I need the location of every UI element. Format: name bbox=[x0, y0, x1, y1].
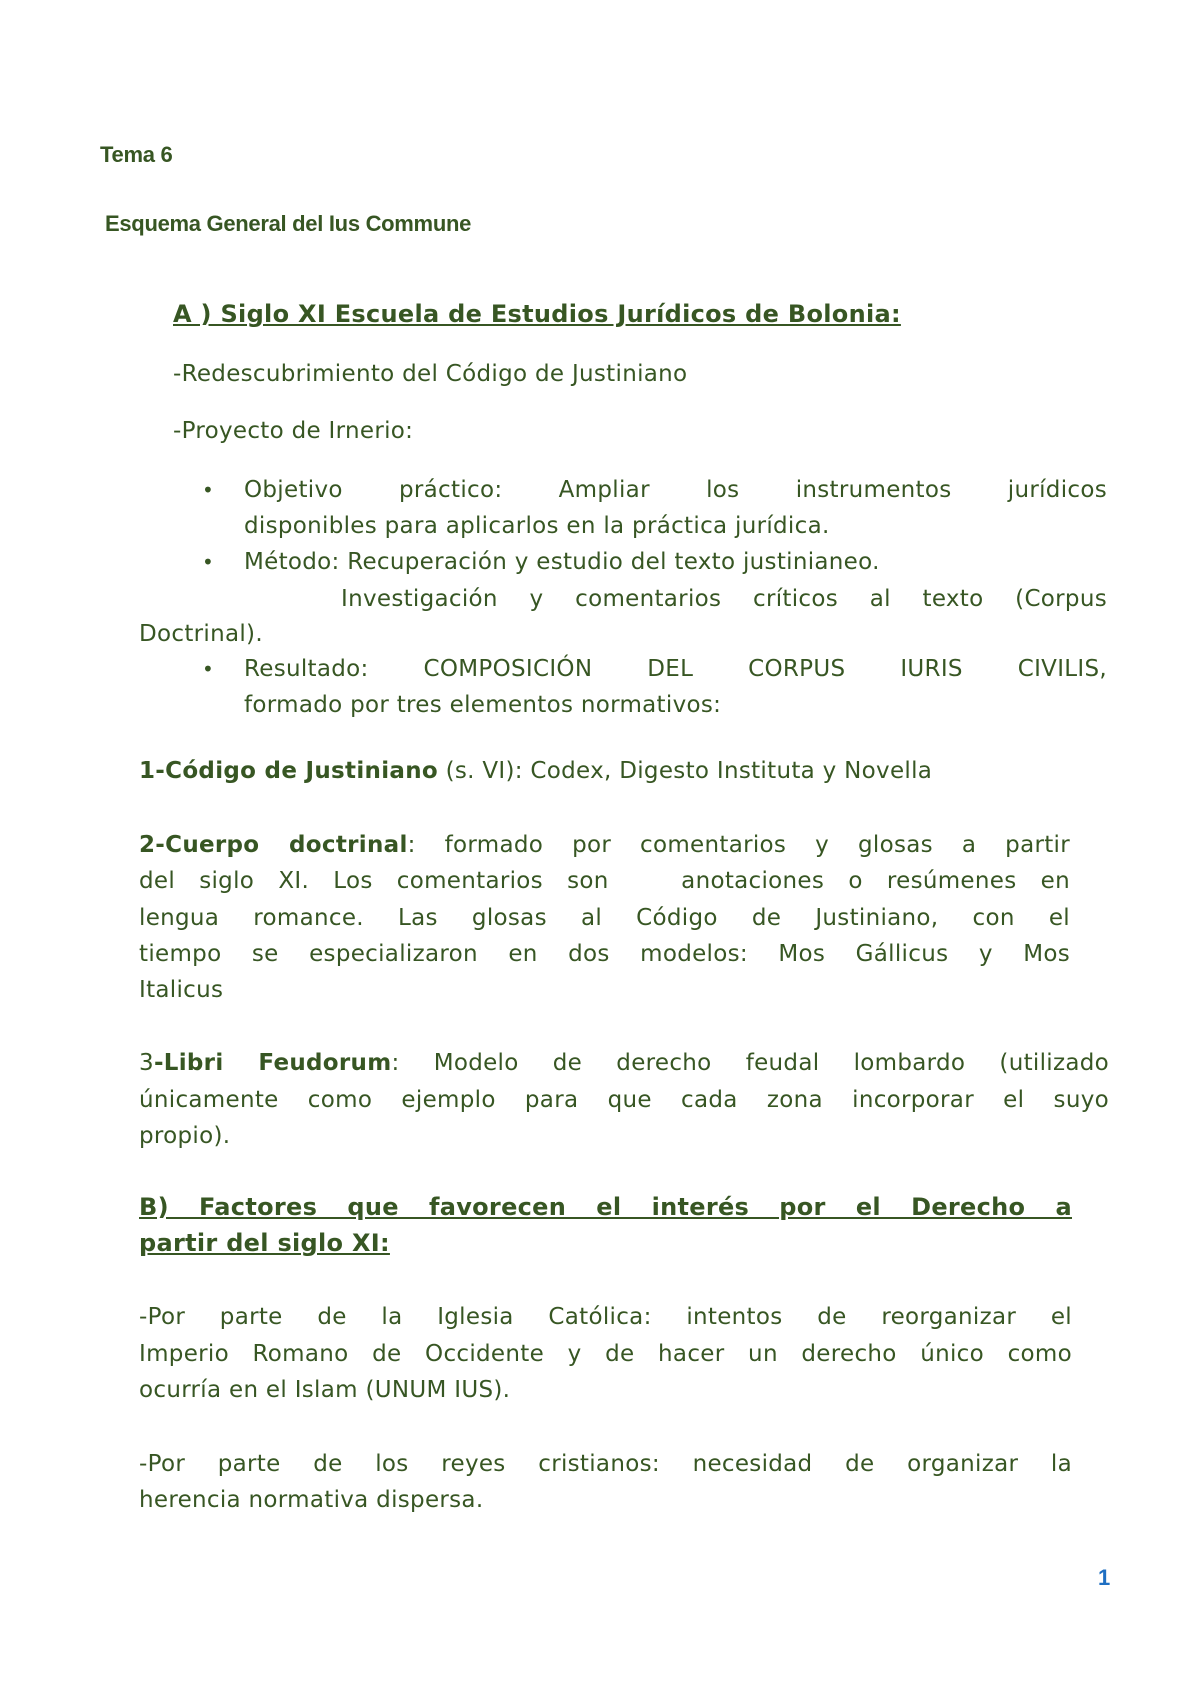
element-text: : Modelo de derecho feudal lombardo (utilizado bbox=[391, 1050, 1109, 1076]
element-title: -Libri Feudorum bbox=[153, 1050, 392, 1076]
factor-iglesia-l2: Imperio Romano de Occidente y de hacer un derecho único como bbox=[139, 1341, 1072, 1367]
document-subtitle: Esquema General del Ius Commune bbox=[105, 211, 472, 236]
page-number: 1 bbox=[1098, 1565, 1111, 1590]
bullet-icon: • bbox=[202, 478, 214, 502]
element-text: : formado por comentarios y glosas a partir bbox=[407, 832, 1070, 858]
element-title: 2-Cuerpo doctrinal bbox=[139, 832, 408, 858]
item-proyecto: -Proyecto de Irnerio: bbox=[173, 418, 414, 444]
element-text: (s. VI): Codex, Digesto Instituta y Novella bbox=[437, 758, 933, 784]
topic-number: Tema 6 bbox=[100, 142, 173, 167]
section-b-heading-cont: partir del siglo XI: bbox=[139, 1229, 390, 1257]
element-codigo bbox=[139, 753, 932, 789]
bullet-resultado-cont: formado por tres elementos normativos: bbox=[244, 692, 722, 718]
bullet-icon: • bbox=[202, 550, 214, 574]
bullet-resultado: Resultado: COMPOSICIÓN DEL CORPUS IURIS CIVILIS, bbox=[244, 656, 1107, 682]
element-libri-l2: únicamente como ejemplo para que cada zona incorporar el suyo bbox=[139, 1087, 1109, 1113]
bullet-icon: • bbox=[202, 657, 214, 681]
element-cuerpo-l4: tiempo se especializaron en dos modelos: Mos Gállicus y Mos bbox=[139, 941, 1070, 967]
section-a-heading: A ) Siglo XI Escuela de Estudios Jurídicos de Bolonia: bbox=[173, 300, 901, 328]
bullet-objetivo-cont: disponibles para aplicarlos en la práctica jurídica. bbox=[244, 513, 830, 539]
factor-iglesia: -Por parte de la Iglesia Católica: intentos de reorganizar el bbox=[139, 1304, 1072, 1330]
element-cuerpo bbox=[139, 827, 1070, 863]
bullet-objetivo: Objetivo práctico: Ampliar los instrumentos jurídicos bbox=[244, 477, 1107, 503]
element-number: 3 bbox=[139, 1050, 154, 1076]
element-cuerpo-l2: del siglo XI. Los comentarios son anotaciones o resúmenes en bbox=[139, 868, 1070, 894]
element-cuerpo-l5: Italicus bbox=[139, 977, 224, 1003]
bullet-metodo: Método: Recuperación y estudio del texto justinianeo. bbox=[244, 549, 880, 575]
element-libri-l3: propio). bbox=[139, 1123, 231, 1149]
bullet-metodo-cont: Investigación y comentarios críticos al texto (Corpus bbox=[341, 586, 1107, 612]
item-redescubrimiento: -Redescubrimiento del Código de Justiniano bbox=[173, 361, 688, 387]
factor-iglesia-l3: ocurría en el Islam (UNUM IUS). bbox=[139, 1377, 511, 1403]
element-title: 1-Código de Justiniano bbox=[139, 758, 438, 784]
bullet-metodo-cont2: Doctrinal). bbox=[139, 621, 263, 647]
factor-reyes: -Por parte de los reyes cristianos: necesidad de organizar la bbox=[139, 1451, 1072, 1477]
section-b-heading: B) Factores que favorecen el interés por el Derecho a bbox=[139, 1193, 1072, 1221]
factor-reyes-l2: herencia normativa dispersa. bbox=[139, 1487, 484, 1513]
element-libri bbox=[139, 1045, 1109, 1081]
element-cuerpo-l3: lengua romance. Las glosas al Código de Justiniano, con el bbox=[139, 905, 1070, 931]
